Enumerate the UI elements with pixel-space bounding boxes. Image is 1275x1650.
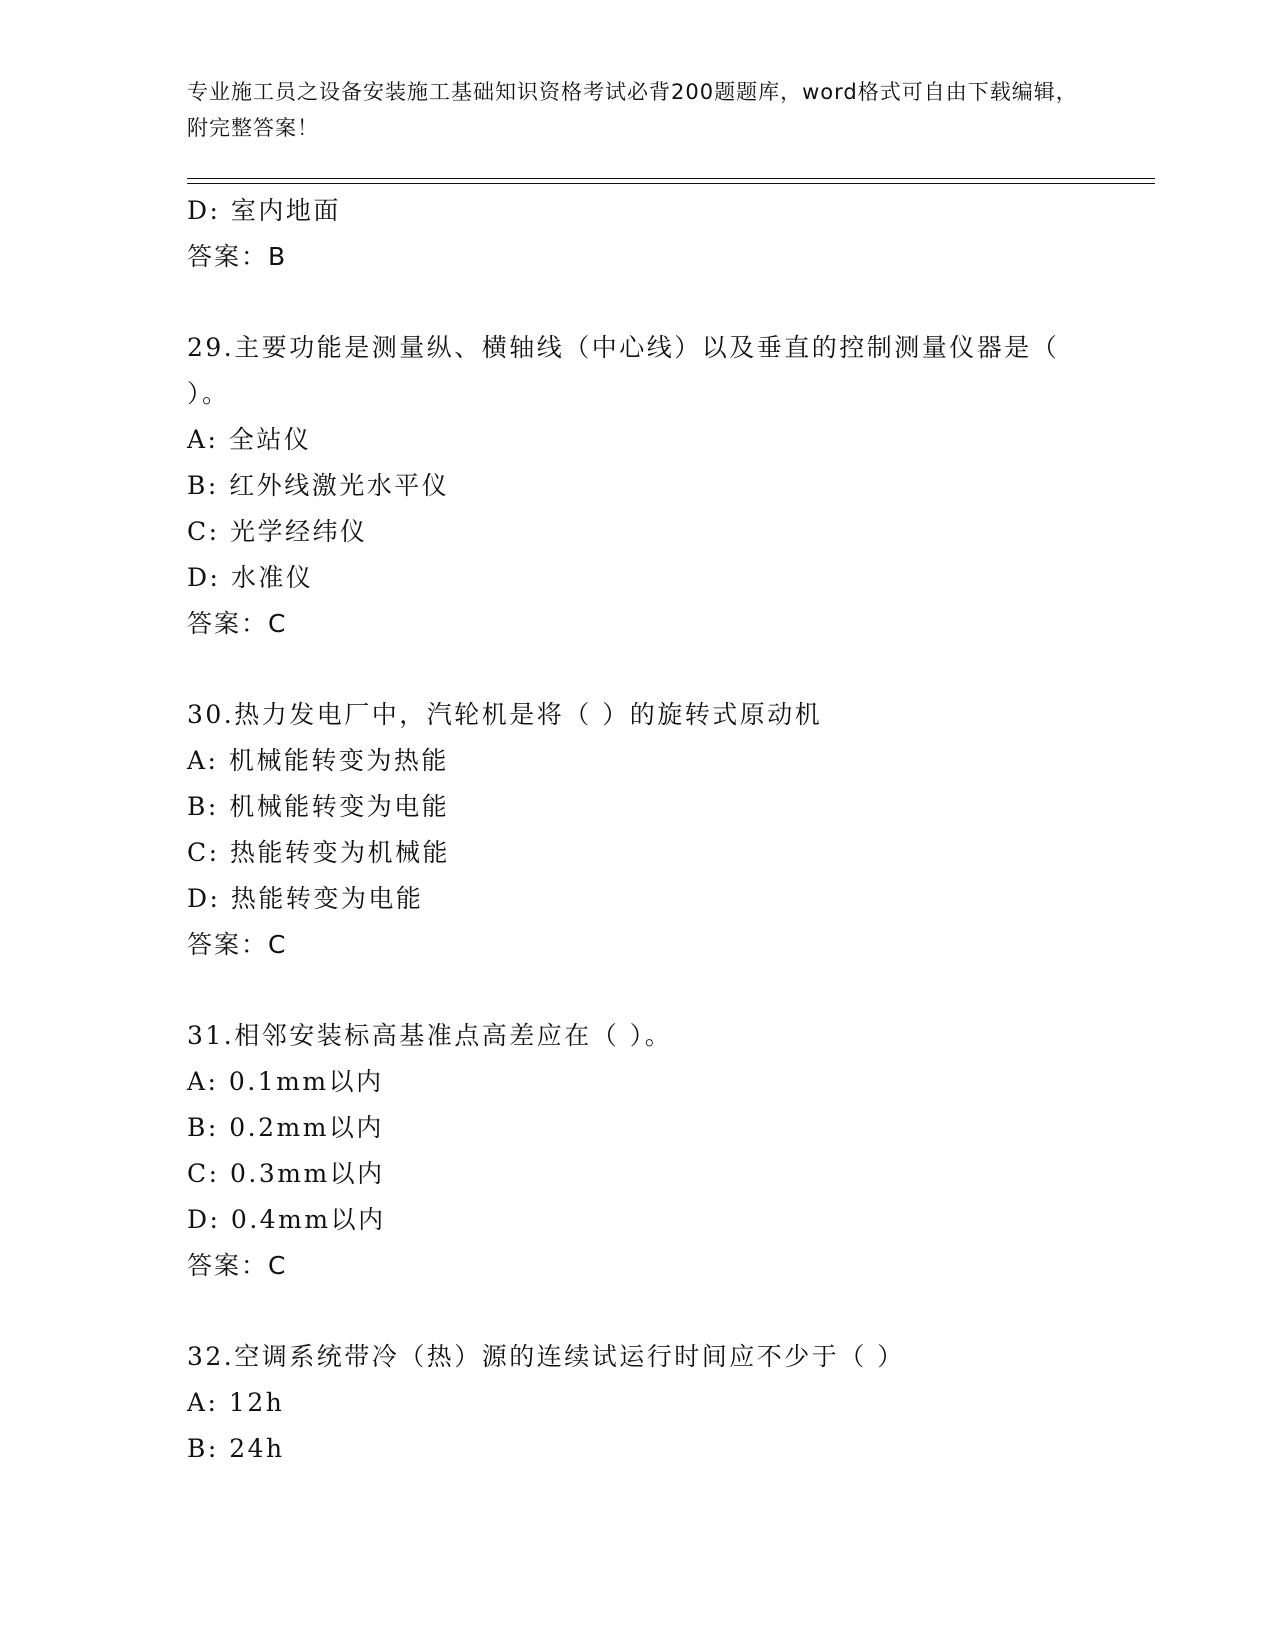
question-29-option-a: A: 全站仪 [187, 425, 312, 454]
spacer [187, 647, 1147, 692]
question-31-answer: 答案：C [187, 1251, 288, 1280]
spacer [187, 280, 1147, 325]
question-29-option-c: C: 光学经纬仪 [187, 517, 368, 546]
prev-answer: 答案：B [187, 242, 288, 271]
question-31-option-d: D: 0.4mm以内 [187, 1205, 386, 1234]
question-31-option-a: A: 0.1mm以内 [187, 1067, 384, 1096]
question-29-stem: 29.主要功能是测量纵、横轴线（中心线）以及垂直的控制测量仪器是（ ）。 [187, 333, 1060, 408]
question-31-option-b: B: 0.2mm以内 [187, 1113, 384, 1142]
question-30-answer: 答案：C [187, 930, 288, 959]
question-32-option-b: B: 24h [187, 1434, 285, 1463]
question-32-option-a: A: 12h [187, 1388, 285, 1417]
question-29-answer: 答案：C [187, 609, 288, 638]
question-30-option-d: D: 热能转变为电能 [187, 884, 424, 913]
question-30-option-b: B: 机械能转变为电能 [187, 792, 450, 821]
question-31-stem: 31.相邻安装标高基准点高差应在（ ）。 [187, 1021, 673, 1050]
question-30-option-a: A: 机械能转变为热能 [187, 746, 449, 775]
question-content [187, 188, 1147, 1472]
document-header: 专业施工员之设备安装施工基础知识资格考试必背200题题库，word格式可自由下载编辑，附完整答案！ [187, 80, 1078, 140]
question-29-option-b: B: 红外线激光水平仪 [187, 471, 450, 500]
question-31-option-c: C: 0.3mm以内 [187, 1159, 385, 1188]
header-rule-bottom [187, 183, 1155, 184]
prev-option-d: D: 室内地面 [187, 196, 341, 225]
question-32-stem: 32.空调系统带冷（热）源的连续试运行时间应不少于（ ） [187, 1342, 905, 1371]
spacer [187, 968, 1147, 1013]
question-30-stem: 30.热力发电厂中，汽轮机是将（ ）的旋转式原动机 [187, 700, 823, 729]
header-rule-top [187, 178, 1155, 179]
question-29-option-d: D: 水准仪 [187, 563, 314, 592]
question-30-option-c: C: 热能转变为机械能 [187, 838, 450, 867]
spacer [187, 1289, 1147, 1334]
